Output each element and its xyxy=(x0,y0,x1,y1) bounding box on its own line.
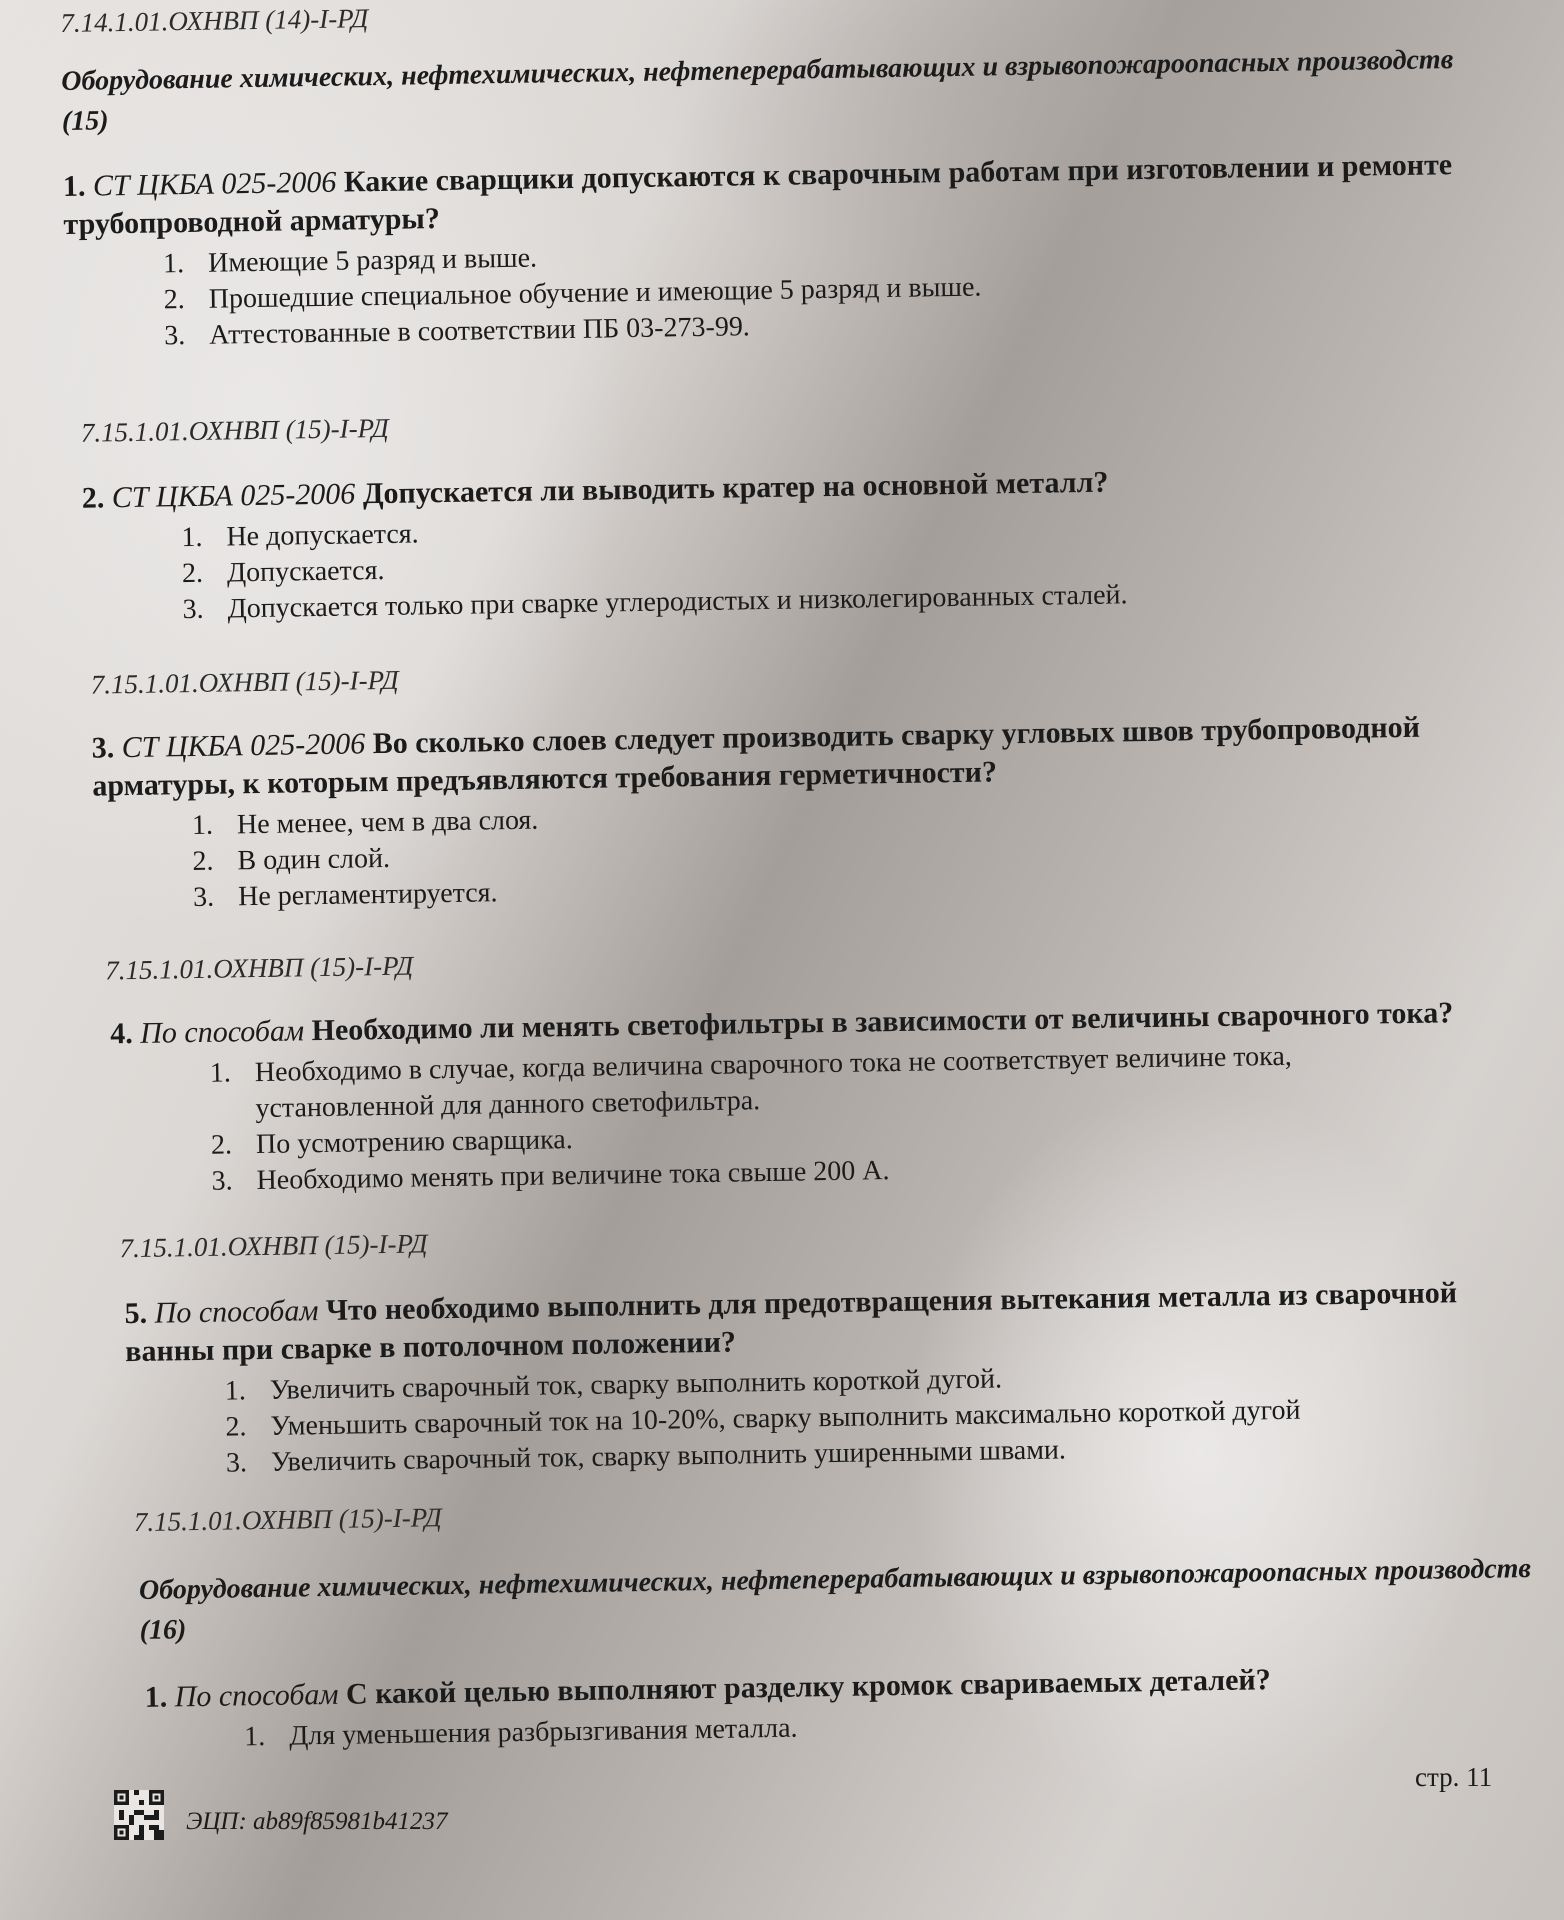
answer-number: 3. xyxy=(225,1447,248,1479)
page-number: стр. 11 xyxy=(1415,1762,1493,1792)
answer-number: 1. xyxy=(244,1720,266,1753)
question-number: 3. xyxy=(91,731,115,765)
answer-number: 2. xyxy=(192,845,214,878)
answer-text: Допускается только при сварке углеродистых и низколегированных сталей. xyxy=(227,579,1128,625)
answer-text: Не допускается. xyxy=(226,518,419,553)
question-16-1 xyxy=(144,1656,1564,1757)
digital-signature: ЭЦП: ab89f85981b41237 xyxy=(186,1808,448,1835)
question-code: 7.15.1.01.ОХНВП (15)-I-РД xyxy=(105,950,414,986)
question-5 xyxy=(124,1273,1564,1484)
question-body: Во сколько слоев следует производить сварку угловых швов трубопроводной арматуры, к которым предъявляются требования герметичности? xyxy=(92,710,1421,803)
answer-list xyxy=(64,225,1506,356)
answer-text: Прошедшие специальное обучение и имеющие 5 разряд и выше. xyxy=(208,271,982,315)
answer-text: В один слой. xyxy=(237,842,391,877)
answer-text: Имеющие 5 разряд и выше. xyxy=(207,242,538,279)
answer-text: Уменьшить сварочный ток на 10-20%, сварку выполнить максимально короткой дугой xyxy=(270,1394,1301,1442)
answer-text: Для уменьшения разбрызгивания металла. xyxy=(289,1712,798,1752)
answer-list xyxy=(93,787,1535,918)
answer-number: 2. xyxy=(181,557,204,590)
answer-number: 2. xyxy=(163,284,185,316)
question-number: 1. xyxy=(144,1680,168,1714)
question-2 xyxy=(82,457,1524,630)
answer-number: 3. xyxy=(182,593,204,626)
question-1 xyxy=(63,145,1506,356)
answer-number: 1. xyxy=(162,248,185,280)
answer-number: 1. xyxy=(181,521,203,554)
answer-number: 3. xyxy=(192,881,215,914)
question-body: Допускается ли выводить кратер на основной металл? xyxy=(362,465,1109,511)
answer-list xyxy=(126,1353,1564,1484)
answer-number: 2. xyxy=(210,1129,233,1161)
question-body: Что необходимо выполнить для предотвращения вытекания металла из сварочной ванны при сварке в потолочном положении? xyxy=(124,1276,1458,1369)
answer-text: Необходимо в случае, когда величина сварочного тока не соответствует величине тока, установленной для данного светофильтра. xyxy=(254,1040,1293,1125)
question-source: По способам xyxy=(139,1014,305,1050)
section-title-16: Оборудование химических, нефтехимических, нефтеперерабатывающих и взрывопожароопасных производств (16) xyxy=(138,1553,1532,1646)
question-3 xyxy=(91,707,1534,918)
question-code: 7.15.1.01.ОХНВП (15)-I-РД xyxy=(119,1228,428,1264)
question-source: По способам xyxy=(154,1294,319,1330)
answer-number: 2. xyxy=(225,1411,247,1443)
question-number: 4. xyxy=(109,1016,134,1051)
header-code: 7.14.1.01.ОХНВП (14)-I-РД xyxy=(60,3,369,38)
answer-list xyxy=(82,499,1524,630)
question-source: СТ ЦКБА 025-2006 xyxy=(121,727,366,765)
question-number: 5. xyxy=(124,1296,148,1331)
answer-list xyxy=(111,1035,1553,1202)
question-body: Необходимо ли менять светофильтры в зависимости от величины сварочного тока? xyxy=(311,996,1454,1048)
answer-text: Увеличить сварочный ток, сварку выполнить короткой дугой. xyxy=(269,1363,1003,1406)
qr-code-icon xyxy=(114,1790,164,1840)
answer-text: По усмотрению сварщика. xyxy=(255,1124,573,1161)
question-number: 2. xyxy=(81,481,105,515)
answer-text: Аттестованные в соответствии ПБ 03-273-99. xyxy=(209,311,751,351)
answer-number: 1. xyxy=(224,1375,247,1407)
question-source: СТ ЦКБА 025-2006 xyxy=(111,477,356,515)
question-body: Какие сварщики допускаются к сварочным работам при изготовлении и ремонте трубопроводной арматуры? xyxy=(63,148,1453,241)
question-code: 7.15.1.01.ОХНВП (15)-I-РД xyxy=(90,664,399,700)
answer-text: Увеличить сварочный ток, сварку выполнить уширенными швами. xyxy=(270,1434,1067,1478)
question-code: 7.15.1.01.ОХНВП (15)-I-РД xyxy=(80,412,389,448)
question-body: С какой целью выполняют разделку кромок свариваемых деталей? xyxy=(345,1663,1271,1711)
question-number: 1. xyxy=(62,169,86,203)
answer-text: Не регламентируется. xyxy=(237,877,498,913)
answer-text: Допускается. xyxy=(226,554,385,589)
answer-number: 3. xyxy=(164,320,186,352)
answer-number: 1. xyxy=(209,1057,232,1089)
answer-text: Не менее, чем в два слоя. xyxy=(236,804,539,841)
question-code: 7.15.1.01.ОХНВП (15)-I-РД xyxy=(133,1502,442,1538)
answer-number: 3. xyxy=(211,1165,233,1197)
answer-text: Необходимо менять при величине тока свыше 200 А. xyxy=(256,1155,890,1197)
answer-number: 1. xyxy=(191,809,214,842)
question-4 xyxy=(110,993,1553,1202)
question-source: По способам xyxy=(174,1677,339,1714)
question-source: СТ ЦКБА 025-2006 xyxy=(92,165,337,203)
section-title-15: Оборудование химических, нефтехимических, нефтеперерабатывающих и взрывопожароопасных производств (15) xyxy=(61,44,1454,137)
